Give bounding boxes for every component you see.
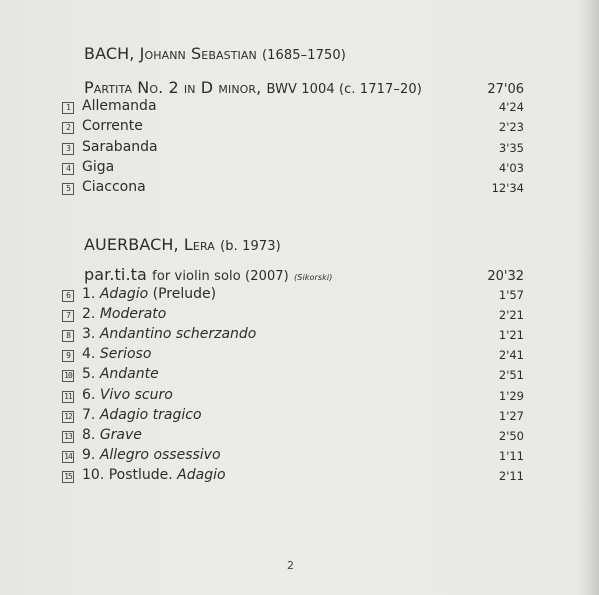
track-title-main: Grave — [99, 426, 142, 443]
bach-work-title: Partita No. 2 in D minor — [84, 78, 257, 97]
track-title-main: Adagio — [99, 286, 149, 302]
track-row — [62, 427, 524, 447]
track-row — [62, 179, 524, 199]
track-title: Giga — [82, 158, 115, 175]
track-duration: 12'34 — [491, 181, 524, 196]
track-row — [62, 159, 524, 179]
bach-work-duration: 27'06 — [487, 82, 524, 97]
track-number-box: 2 — [62, 122, 74, 134]
track-title-main: Vivo scuro — [99, 386, 173, 403]
track-title: Sarabanda — [82, 138, 158, 155]
track-duration: 1'21 — [498, 328, 524, 343]
auerbach-work-duration: 20'32 — [487, 269, 524, 284]
track-title-prefix: 9. — [82, 446, 100, 463]
track-title — [82, 447, 221, 463]
track-title — [82, 286, 216, 302]
track-duration: 2'41 — [498, 348, 524, 363]
auerbach-publisher: (Sikorski) — [294, 273, 333, 282]
track-number-box: 1 — [62, 102, 74, 114]
track-number-box: 15 — [62, 471, 74, 483]
track-duration: 2'51 — [498, 368, 524, 383]
track-title-main: Moderato — [99, 306, 167, 323]
track-title — [82, 306, 166, 322]
track-title-main: Adagio — [177, 466, 226, 483]
track-number-box: 5 — [62, 183, 74, 195]
bach-dates: (1685–1750) — [262, 48, 346, 63]
track-number-box: 9 — [62, 350, 74, 362]
track-duration: 3'35 — [498, 140, 524, 155]
track-row — [62, 467, 524, 487]
track-title — [82, 366, 159, 382]
track-number-box: 13 — [62, 431, 74, 443]
track-title-prefix: 1. — [82, 286, 100, 302]
track-row — [62, 366, 524, 386]
track-number-box: 10 — [62, 370, 74, 382]
bach-work-catalog: BWV 1004 (c. 1717–20) — [266, 82, 422, 97]
track-duration: 4'03 — [498, 160, 524, 175]
track-title: Allemanda — [82, 98, 157, 114]
track-title — [82, 387, 173, 403]
track-duration: 2'11 — [498, 468, 524, 483]
track-duration: 2'50 — [498, 428, 524, 443]
track-title-main: Serioso — [99, 346, 152, 363]
track-title — [82, 326, 256, 342]
track-title-prefix: 2. — [82, 306, 100, 323]
track-title — [82, 346, 151, 362]
track-row — [62, 306, 524, 326]
track-row — [62, 447, 524, 467]
track-title-main: Andante — [99, 366, 159, 383]
track-duration: 1'11 — [498, 448, 524, 463]
track-row — [62, 326, 524, 346]
track-title-prefix: 7. — [82, 406, 100, 423]
auerbach-composer-first: Lera — [183, 235, 215, 254]
auerbach-composer-last: AUERBACH — [84, 235, 174, 254]
bach-composer-first: Johann Sebastian — [139, 44, 257, 63]
track-number-box: 8 — [62, 330, 74, 342]
track-row — [62, 286, 524, 306]
track-title: Ciaccona — [82, 179, 146, 196]
track-row — [62, 98, 524, 118]
track-duration: 1'29 — [498, 388, 524, 403]
track-title-main: Allegro ossessivo — [99, 446, 221, 463]
track-number-box: 7 — [62, 310, 74, 322]
page-number: 2 — [287, 559, 294, 572]
auerbach-work-heading — [84, 265, 332, 284]
track-number-box: 6 — [62, 290, 74, 302]
auerbach-work-subtitle: for violin solo (2007) — [152, 269, 289, 284]
bach-composer-last: BACH — [84, 44, 130, 63]
track-duration: 4'24 — [498, 100, 524, 114]
track-row — [62, 407, 524, 427]
track-title-prefix: 6. — [82, 386, 100, 403]
track-duration: 2'21 — [498, 308, 524, 323]
track-title: Corrente — [82, 118, 143, 135]
track-duration: 1'57 — [498, 288, 524, 302]
track-row — [62, 346, 524, 366]
track-duration: 2'23 — [498, 120, 524, 135]
track-title-prefix: 4. — [82, 346, 100, 363]
track-number-box: 12 — [62, 411, 74, 423]
track-duration: 1'27 — [498, 408, 524, 423]
bach-work-heading: Partita No. 2 in D minor, BWV 1004 (c. 1717–20) — [84, 78, 422, 97]
track-title-prefix: 3. — [82, 326, 100, 343]
track-number-box: 11 — [62, 391, 74, 403]
track-title — [82, 407, 202, 423]
track-title-prefix: 5. — [82, 366, 100, 383]
track-number-box: 14 — [62, 451, 74, 463]
track-row — [62, 118, 524, 138]
auerbach-dates: (b. 1973) — [220, 239, 281, 254]
track-title — [82, 427, 142, 443]
track-row — [62, 387, 524, 407]
track-title — [82, 467, 226, 483]
auerbach-composer-heading: AUERBACH, Lera (b. 1973) — [84, 235, 281, 254]
auerbach-work-title: par.ti.ta — [84, 265, 147, 284]
track-title-main: Andantino scherzando — [99, 326, 257, 343]
track-title-prefix: 10. Postlude. — [82, 466, 178, 483]
bach-composer-heading: BACH, Johann Sebastian (1685–1750) — [84, 44, 346, 63]
booklet-spine-shadow — [577, 0, 599, 595]
track-row — [62, 139, 524, 159]
track-number-box: 3 — [62, 143, 74, 155]
track-number-box: 4 — [62, 163, 74, 175]
track-title-main: Adagio tragico — [99, 406, 202, 423]
track-title-suffix: (Prelude) — [148, 286, 217, 302]
track-title-prefix: 8. — [82, 426, 100, 443]
